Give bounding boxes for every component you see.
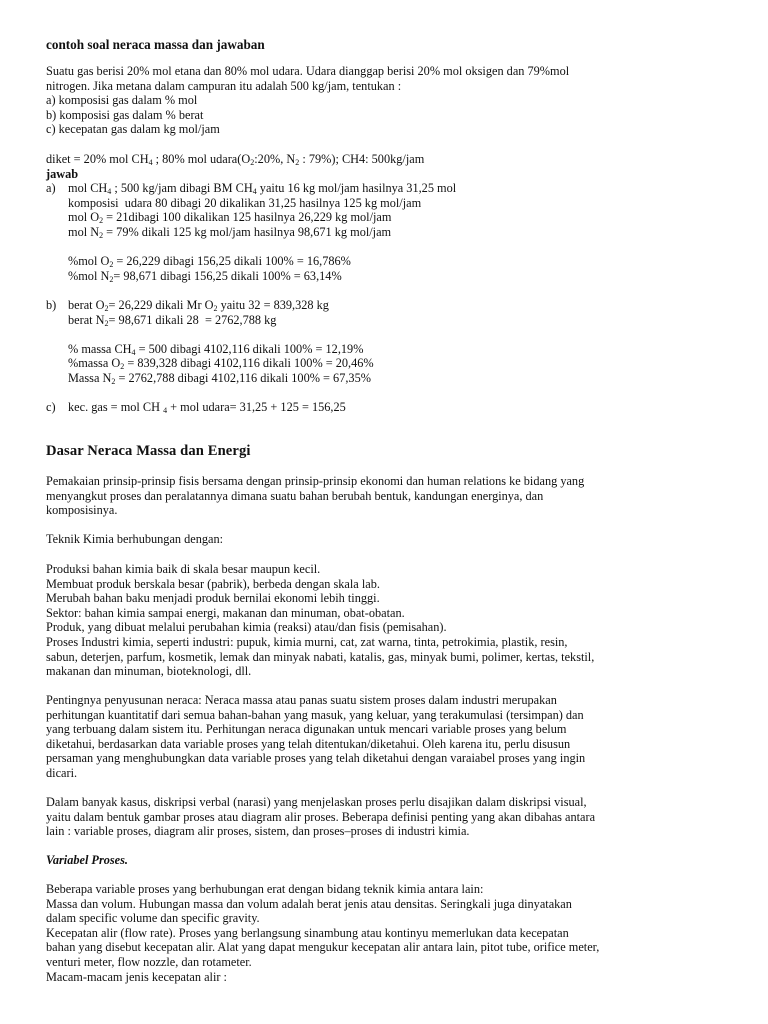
problem-line: Suatu gas berisi 20% mol etana dan 80% mol udara. Udara dianggap berisi 20% mol oksigen dan 79%mol xyxy=(46,64,570,78)
dalam-paragraph xyxy=(46,795,736,839)
answer-c-line: c) kec. gas = mol CH $_4$ + mol udara= 31,25 + 125 = 156,25 xyxy=(46,400,346,416)
intro-line: menyangkut proses dan peralatannya dimana suatu bahan berubah bentuk, kandungan energinya, dan xyxy=(46,488,544,503)
intro-paragraph xyxy=(46,474,736,518)
doc-title: contoh soal neraca massa dan jawaban xyxy=(46,37,265,52)
list-item: sabun, deterjen, parfum, kosmetik, lemak dan minyak nabati, katalis, gas, minyak bumi, polimer, kertas, tekstil, xyxy=(46,649,595,664)
list-item: Produksi bahan kimia baik di skala besar maupun kecil. xyxy=(46,562,321,576)
paragraph-line: lain : variable proses, diagram alir proses, sistem, dan proses–proses di industri kimia. xyxy=(46,824,470,839)
answer-a-line: komposisi udara 80 dibagi 20 dikalikan 31,25 hasilnya 125 kg mol/jam xyxy=(68,195,422,210)
paragraph-line: persaman yang menghubungkan data variable proses yang telah diketahui dengan varaiabel proses yang ingin xyxy=(46,751,586,766)
answer-b-line: berat $N_2= 98,671$ dikali 28 = 2762,788 kg xyxy=(68,312,277,328)
paragraph-line: dicari. xyxy=(46,765,78,780)
variabel-title-block xyxy=(46,853,736,868)
section-title-block xyxy=(46,444,736,459)
problem-line: nitrogen. Jika metana dalam campuran itu adalah 500 kg/jam, tentukan : xyxy=(46,78,402,93)
list-item: makanan dan minuman, bioteknologi, dll. xyxy=(46,664,252,679)
variabel-title: Variabel Proses. xyxy=(46,853,128,867)
answer-b-line: %massa $O_2 = 839,328$ dibagi 4102,116 dikali 100% = 20,46% xyxy=(68,356,374,372)
paragraph-line: perhitungan kuantitatif dari semua bahan-bahan yang masuk, yang keluar, yang terakumulasi (tersimpan) dan xyxy=(46,707,584,722)
doc-title-block xyxy=(46,38,736,53)
answer-a-line: %mol $O_2 = 26,229$ dibagi 156,25 dikali 100% = 16,786% xyxy=(68,254,351,270)
paragraph-line: Pentingnya penyusunan neraca: Neraca massa atau panas suatu sistem proses dalam industri merupakan xyxy=(46,693,557,707)
intro-line: komposisinya. xyxy=(46,503,118,518)
paragraph-line: Macam-macam jenis kecepatan alir : xyxy=(46,969,227,984)
diket-line: diket = 20% mol $CH_4$ ; 80% mol $udara(O_2:20\%$, $N_2$ : 79%); CH4: 500kg/jam xyxy=(46,152,425,167)
section-title: Dasar Neraca Massa dan Energi xyxy=(46,443,251,459)
answer-a-line: mol $N_2 = 79\%$ dikali 125 kg mol/jam hasilnya 98,671 kg mol/jam xyxy=(68,224,392,240)
answer-a-line: a) mol $CH_4$ ; 500 kg/jam dibagi BM $CH_4$ yaitu 16 kg mol/jam hasilnya 31,25 mol xyxy=(46,181,457,197)
intro-line: Pemakaian prinsip-prinsip fisis bersama dengan prinsip-prinsip ekonomi dan human relations ke bidang yang xyxy=(46,474,585,488)
problem-line: b) komposisi gas dalam % berat xyxy=(46,107,204,122)
paragraph-line: Beberapa variable proses yang berhubungan erat dengan bidang teknik kimia antara lain: xyxy=(46,882,484,896)
answer-a-line: mol $O_2$ = 21dibagi 100 dikalikan 125 hasilnya 26,229 kg mol/jam xyxy=(68,210,392,226)
problem-statement xyxy=(46,64,736,137)
penting-paragraph xyxy=(46,693,736,781)
tk-list xyxy=(46,562,736,679)
answer-b-line: Massa $N_2 = 2762,788$ dibagi 4102,116 dikali 100% = 67,35% xyxy=(68,370,371,386)
answer-b-line: % massa $CH_4 = 500$ dibagi 4102,116 dikali 100% = 12,19% xyxy=(68,341,364,357)
paragraph-line: dalam specific volume dan specific gravity. xyxy=(46,911,260,926)
list-item: Proses Industri kimia, seperti industri: pupuk, kimia murni, cat, zat warna, tinta, petrokimia, plastik, resin, xyxy=(46,634,568,649)
paragraph-line: Dalam banyak kasus, diskripsi verbal (narasi) yang menjelaskan proses perlu disajikan dalam diskripsi visual, xyxy=(46,795,587,809)
problem-line: a) komposisi gas dalam % mol xyxy=(46,93,198,108)
tk-heading: Teknik Kimia berhubungan dengan: xyxy=(46,532,224,546)
paragraph-line: venturi meter, flow nozzle, dan rotameter. xyxy=(46,954,252,969)
answer-block xyxy=(46,152,736,415)
list-item: Merubah bahan baku menjadi produk bernilai ekonomi lebih tinggi. xyxy=(46,591,380,606)
problem-line: c) kecepatan gas dalam kg mol/jam xyxy=(46,122,220,137)
jawab-label: jawab xyxy=(46,166,79,181)
tk-heading-block xyxy=(46,532,736,547)
list-item: Produk, yang dibuat melalui perubahan kimia (reaksi) atau/dan fisis (pemisahan). xyxy=(46,620,447,635)
paragraph-line: Kecepatan alir (flow rate). Proses yang berlangsung sinambung atau kontinyu memerlukan data kecepatan xyxy=(46,925,569,940)
paragraph-line: bahan yang disebut kecepatan alir. Alat yang dapat mengukur kecepatan alir antara lain, pitot tube, orifice meter, xyxy=(46,940,600,955)
paragraph-line: yaitu dalam bentuk gambar proses atau diagram alir proses. Beberapa definisi penting yang akan dibahas antara xyxy=(46,809,596,824)
answer-b-line: b) berat $O_2= 26,229$ dikali Mr $O_2$ yaitu 32 = 839,328 kg xyxy=(46,297,329,313)
answer-a-line: %mol $N_2= 98,671$ dibagi 156,25 dikali 100% = 63,14% xyxy=(68,268,342,284)
variabel-paragraph xyxy=(46,882,736,984)
list-item: Sektor: bahan kimia sampai energi, makanan dan minuman, obat-obatan. xyxy=(46,605,405,620)
paragraph-line: yang terbuang dalam sistem itu. Perhitungan neraca digunakan untuk mencari variable proses yang belum xyxy=(46,722,567,737)
paragraph-line: Massa dan volum. Hubungan massa dan volum adalah berat jenis atau densitas. Seringkali juga dinyatakan xyxy=(46,896,572,911)
paragraph-line: diketahui, berdasarkan data variable proses yang telah ditentukan/diketahui. Oleh karena itu, perlu disusun xyxy=(46,736,571,751)
list-item: Membuat produk berskala besar (pabrik), berbeda dengan skala lab. xyxy=(46,576,380,591)
